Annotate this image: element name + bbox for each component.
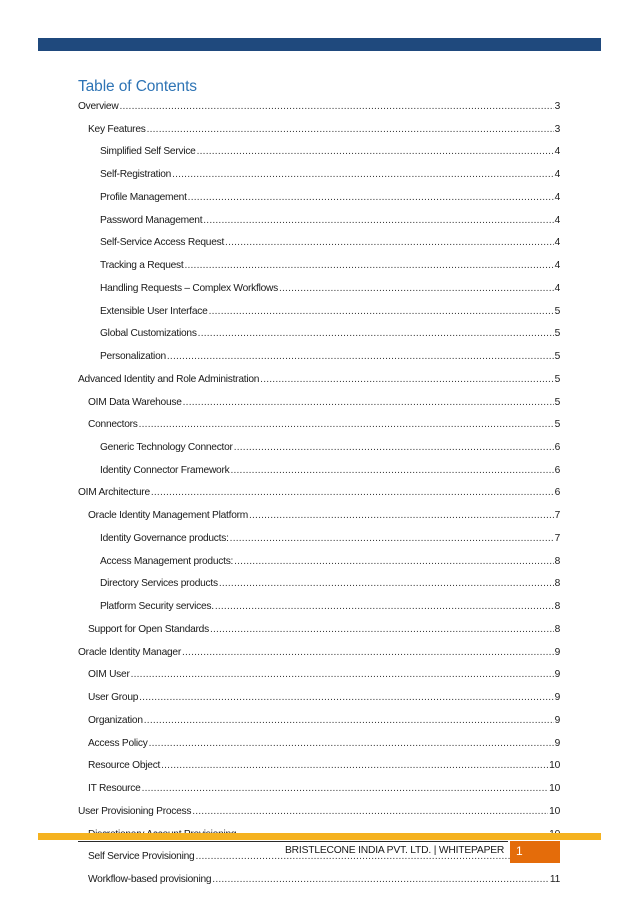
toc-entry-label: OIM Data Warehouse <box>88 396 182 408</box>
toc-entry[interactable] <box>78 414 560 437</box>
toc-leader-dots <box>260 369 553 392</box>
toc-entry[interactable] <box>78 437 560 460</box>
toc-entry[interactable] <box>78 551 560 574</box>
toc-leader-dots <box>197 141 554 164</box>
toc-leader-dots <box>225 232 554 255</box>
footer-accent-bar <box>38 833 601 840</box>
toc-entry-page: 9 <box>554 692 560 704</box>
toc-entry-label: User Group <box>88 692 139 704</box>
toc-entry-page: 8 <box>554 623 560 635</box>
toc-entry-label: OIM Architecture <box>78 487 150 499</box>
toc-leader-dots <box>131 664 554 687</box>
toc-entry[interactable] <box>78 778 560 801</box>
toc-entry-label: Directory Services products <box>100 578 218 590</box>
toc-leader-dots <box>188 187 554 210</box>
toc-entry[interactable] <box>78 710 560 733</box>
toc-entry-page: 7 <box>554 510 560 522</box>
toc-entry[interactable] <box>78 460 560 483</box>
toc-entry-label: Access Management products: <box>100 555 234 567</box>
toc-entry-label: Oracle Identity Management Platform <box>88 510 248 522</box>
toc-entry-label: Oracle Identity Manager <box>78 646 181 658</box>
footer-divider <box>78 841 508 842</box>
toc-entry[interactable] <box>78 573 560 596</box>
toc-entry-page: 5 <box>554 396 560 408</box>
toc-entry-label: Extensible User Interface <box>100 305 208 317</box>
toc-entry-label: Resource Object <box>88 760 161 772</box>
toc-entry-label: Tracking a Request <box>100 260 184 272</box>
toc-entry-label: Overview <box>78 101 119 112</box>
toc-entry-label: Access Policy <box>88 737 148 749</box>
toc-leader-dots <box>172 164 554 187</box>
toc-entry-label: Self-Registration <box>100 169 172 181</box>
toc-leader-dots <box>149 733 554 756</box>
toc-entry-page: 10 <box>549 805 560 817</box>
toc-leader-dots <box>167 346 554 369</box>
toc-leader-dots <box>230 528 554 551</box>
footer-page-number: 1 <box>516 844 523 858</box>
toc-entry-page: 9 <box>554 669 560 681</box>
toc-entry-label: Self-Service Access Request <box>100 237 225 249</box>
toc-entry-page: 4 <box>554 169 560 181</box>
toc-leader-dots <box>147 119 554 142</box>
toc-entry-page: 4 <box>554 282 560 294</box>
toc-leader-dots <box>234 551 553 574</box>
toc-entry-page: 4 <box>554 146 560 158</box>
toc-leader-dots <box>198 323 554 346</box>
toc-entry[interactable] <box>78 141 560 164</box>
toc-leader-dots <box>230 460 553 483</box>
toc-entry[interactable] <box>78 642 560 665</box>
toc-entry[interactable] <box>78 664 560 687</box>
toc-entry-label: Identity Connector Framework <box>100 464 230 476</box>
toc-entry[interactable] <box>78 619 560 642</box>
toc-entry-page: 10 <box>549 783 560 795</box>
toc-entry-page: 5 <box>554 305 560 317</box>
toc-leader-dots <box>142 778 549 801</box>
toc-entry-label: Profile Management <box>100 191 187 203</box>
toc-leader-dots <box>151 482 554 505</box>
toc-leader-dots <box>139 687 553 710</box>
toc-entry[interactable] <box>78 505 560 528</box>
toc-entry-page: 6 <box>554 464 560 476</box>
toc-entry[interactable] <box>78 278 560 301</box>
toc-entry-page: 10 <box>549 760 560 772</box>
toc-entry-label: Organization <box>88 714 143 726</box>
toc-entry-page: 11 <box>549 873 560 885</box>
toc-title: Table of Contents <box>78 78 197 95</box>
toc-entry-page: 3 <box>554 123 560 135</box>
toc-leader-dots <box>234 437 554 460</box>
toc-entry-page: 9 <box>554 714 560 726</box>
toc-entry-label: OIM User <box>88 669 130 681</box>
toc-entry-page: 9 <box>554 737 560 749</box>
toc-entry-label: Support for Open Standards <box>88 623 209 635</box>
toc-entry[interactable] <box>78 801 560 824</box>
toc-leader-dots <box>210 619 554 642</box>
toc-entry[interactable] <box>78 755 560 778</box>
toc-entry[interactable] <box>78 119 560 142</box>
toc-leader-dots <box>212 869 549 892</box>
toc-entry-label: Password Management <box>100 214 203 226</box>
toc-leader-dots <box>119 96 553 119</box>
toc-list <box>78 96 560 892</box>
toc-entry[interactable] <box>78 482 560 505</box>
toc-entry-label: Platform Security services. <box>100 601 214 613</box>
toc-entry-page: 5 <box>554 328 560 340</box>
toc-leader-dots <box>139 414 554 437</box>
footer-page-box <box>510 841 560 863</box>
toc-entry-label: Workflow-based provisioning <box>88 873 212 885</box>
toc-entry-page: 5 <box>554 373 560 385</box>
toc-leader-dots <box>183 392 554 415</box>
toc-leader-dots <box>182 642 554 665</box>
toc-leader-dots <box>209 301 554 324</box>
toc-entry-page: 6 <box>554 487 560 499</box>
toc-entry-page: 4 <box>554 237 560 249</box>
footer-text: BRISTLECONE INDIA PVT. LTD. | WHITEPAPER <box>285 845 505 856</box>
toc-entry[interactable] <box>78 369 560 392</box>
toc-entry[interactable] <box>78 392 560 415</box>
toc-leader-dots <box>192 801 548 824</box>
toc-entry[interactable] <box>78 596 560 619</box>
toc-entry-page: 8 <box>554 555 560 567</box>
toc-entry-page: 4 <box>554 260 560 272</box>
toc-entry[interactable] <box>78 323 560 346</box>
toc-entry-page: 6 <box>554 442 560 454</box>
toc-entry-label: Handling Requests – Complex Workflows <box>100 282 278 294</box>
toc-entry[interactable] <box>78 187 560 210</box>
toc-entry-label: Self Service Provisioning <box>88 851 195 863</box>
toc-entry-page: 9 <box>554 646 560 658</box>
toc-leader-dots <box>219 573 554 596</box>
toc-leader-dots <box>203 210 553 233</box>
toc-entry-label: Advanced Identity and Role Administration <box>78 373 260 385</box>
toc-entry[interactable] <box>78 301 560 324</box>
toc-entry-page: 4 <box>554 191 560 203</box>
header-bar <box>38 38 601 51</box>
toc-entry-label: Personalization <box>100 351 166 363</box>
toc-entry[interactable] <box>78 210 560 233</box>
toc-entry-label: User Provisioning Process <box>78 805 192 817</box>
toc-entry-label: Key Features <box>88 123 146 135</box>
toc-entry-label: Simplified Self Service <box>100 146 196 158</box>
toc-entry-label: Connectors <box>88 419 138 431</box>
toc-entry-label: IT Resource <box>88 783 141 795</box>
toc-entry[interactable] <box>78 232 560 255</box>
toc-entry-page: 8 <box>554 601 560 613</box>
toc-entry-page: 3 <box>554 101 560 112</box>
toc-entry[interactable] <box>78 255 560 278</box>
toc-leader-dots <box>215 596 554 619</box>
toc-entry[interactable] <box>78 346 560 369</box>
toc-leader-dots <box>279 278 554 301</box>
toc-entry-label: Global Customizations <box>100 328 197 340</box>
toc-entry[interactable] <box>78 528 560 551</box>
toc-entry[interactable] <box>78 96 560 119</box>
toc-entry-page: 5 <box>554 419 560 431</box>
toc-entry-label: Generic Technology Connector <box>100 442 233 454</box>
toc-leader-dots <box>249 505 554 528</box>
toc-entry-page: 4 <box>554 214 560 226</box>
toc-entry[interactable] <box>78 869 560 892</box>
toc-entry[interactable] <box>78 733 560 756</box>
toc-entry-page: 8 <box>554 578 560 590</box>
toc-leader-dots <box>144 710 554 733</box>
toc-leader-dots <box>184 255 553 278</box>
toc-leader-dots <box>161 755 548 778</box>
toc-entry-label: Identity Governance products: <box>100 532 229 544</box>
toc-entry[interactable] <box>78 687 560 710</box>
toc-entry-page: 5 <box>554 351 560 363</box>
toc-entry-page: 7 <box>554 532 560 544</box>
toc-entry[interactable] <box>78 164 560 187</box>
